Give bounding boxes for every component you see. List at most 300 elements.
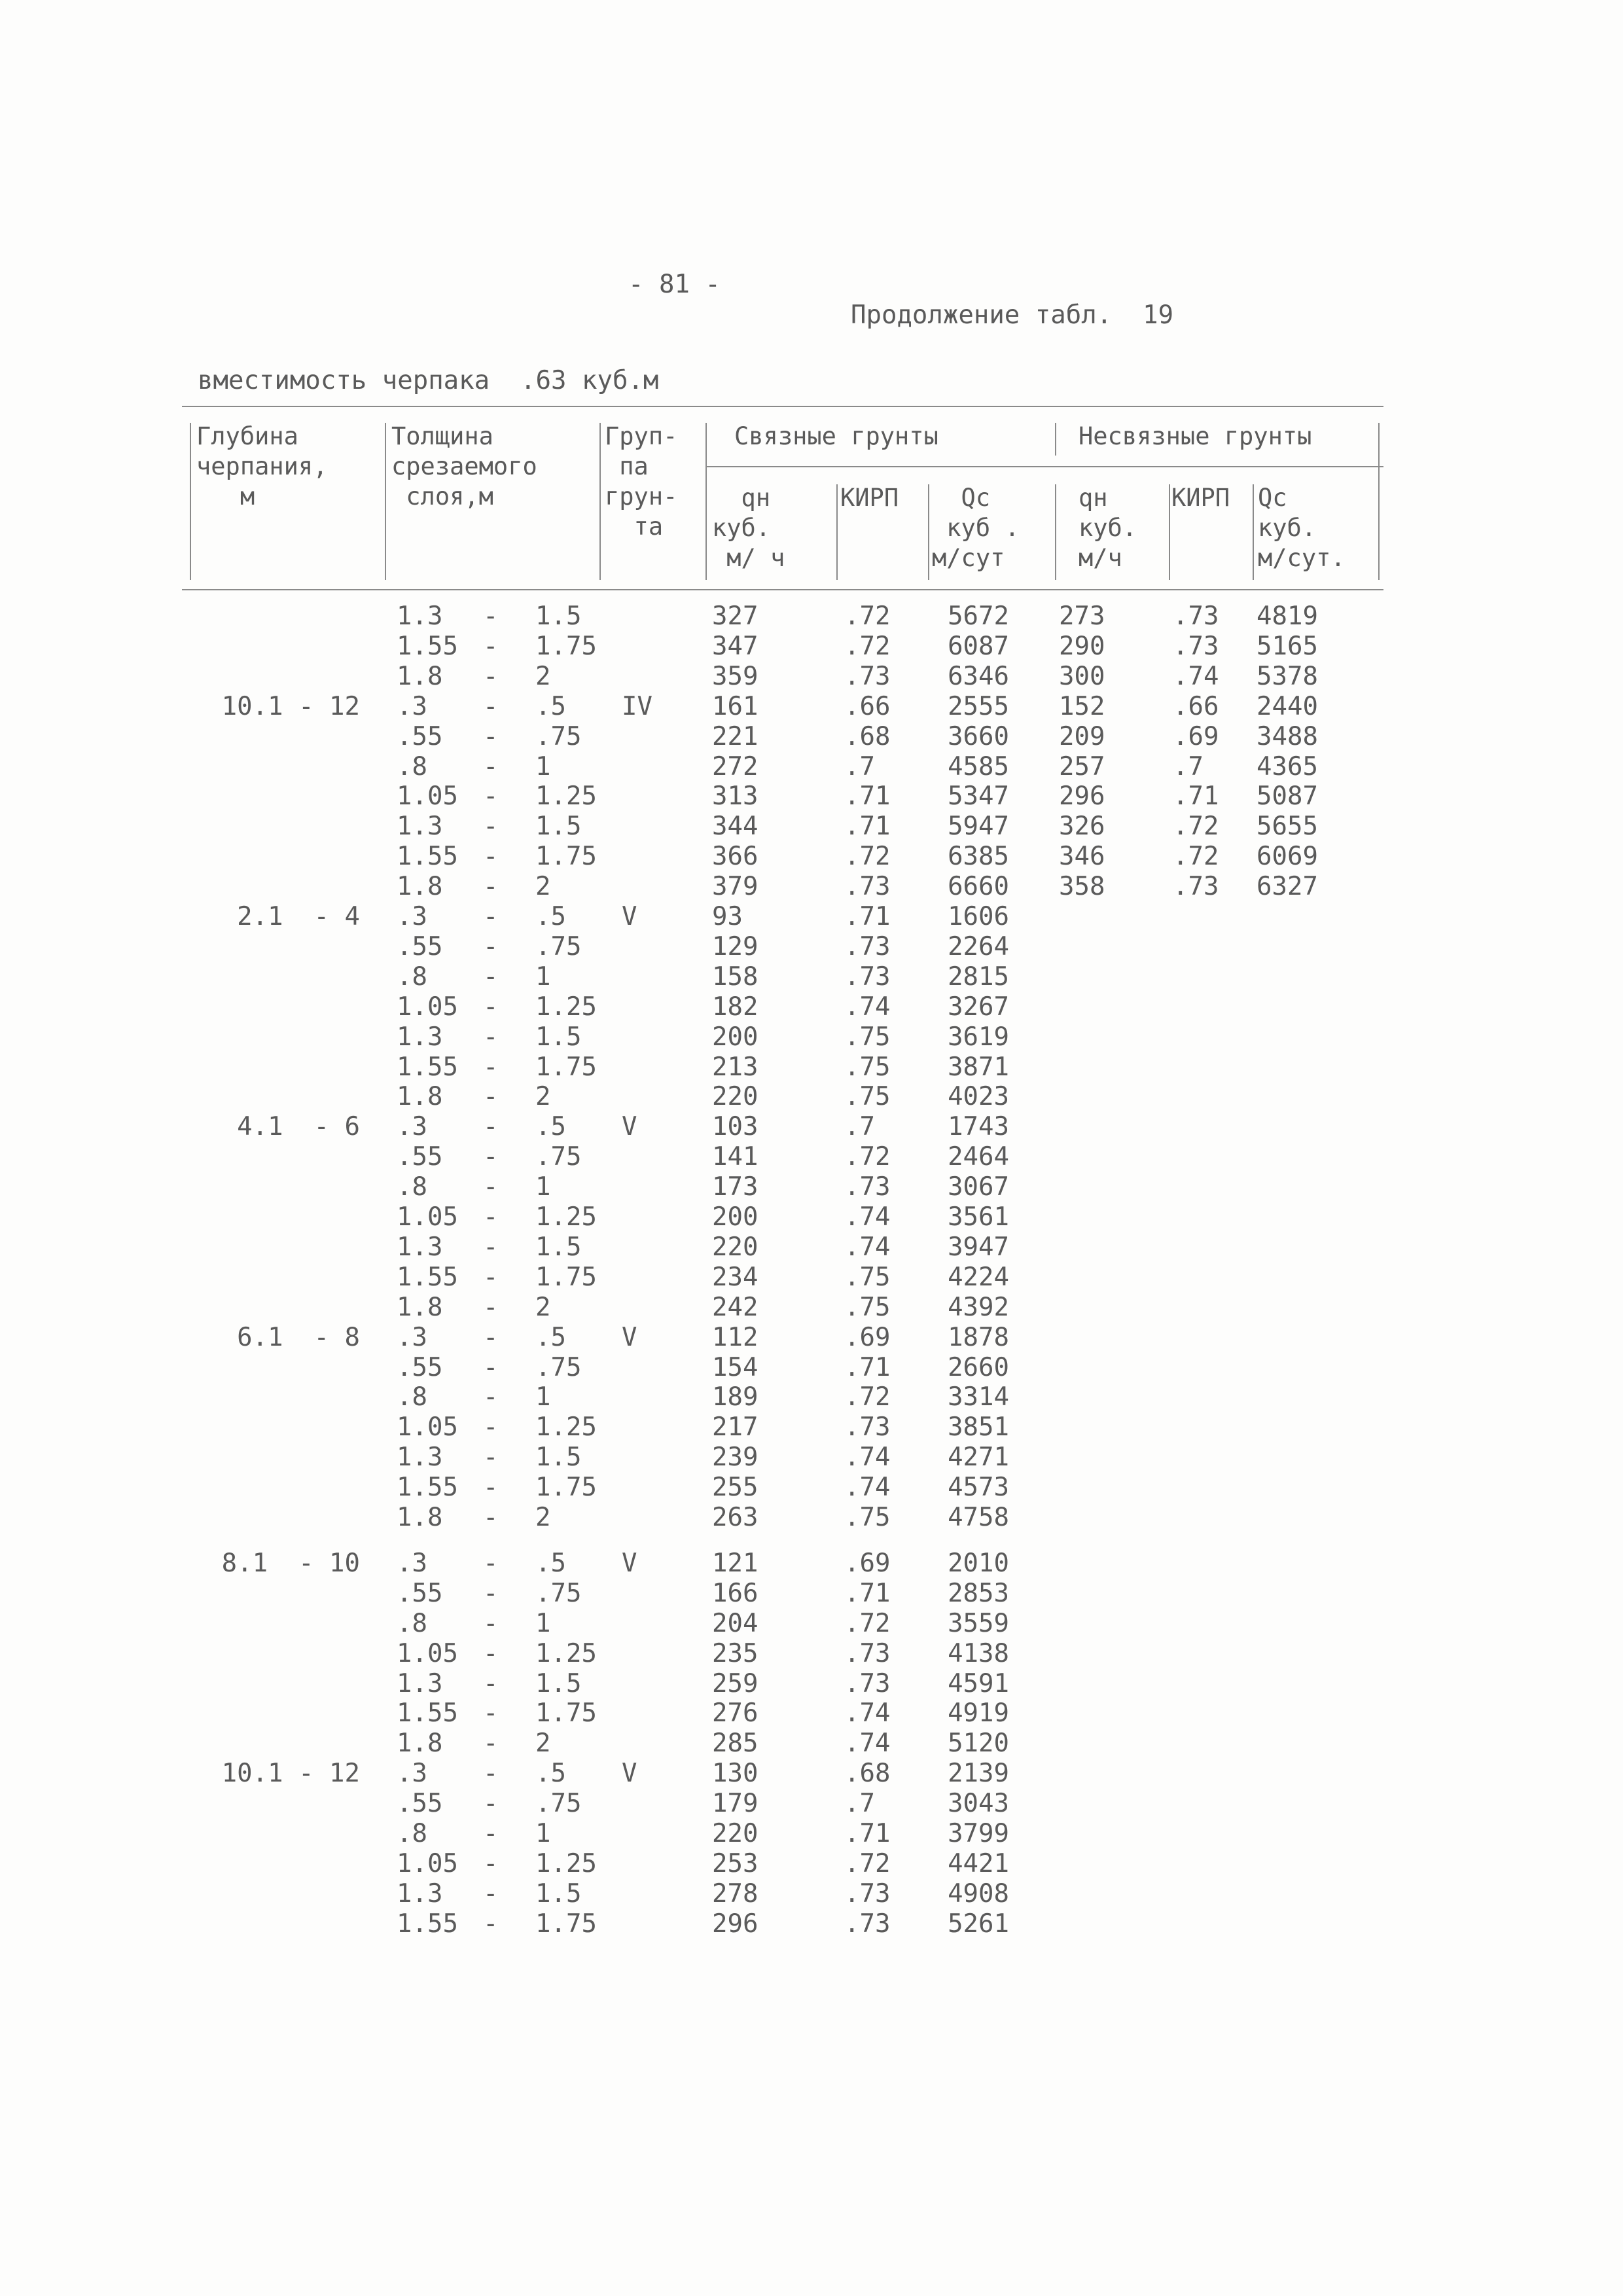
cell-range-dash: -: [483, 1608, 499, 1638]
cell-qn: 200: [712, 1202, 758, 1232]
cell-qn: 213: [712, 1052, 758, 1082]
cell-kirp: .75: [844, 1292, 891, 1322]
cell-qc: 4224: [948, 1262, 1009, 1292]
cell-qn: 158: [712, 961, 758, 992]
cell-kirp: .7: [844, 1789, 875, 1819]
cell-qc: 4421: [948, 1848, 1009, 1878]
cell-kirp: .71: [844, 902, 891, 931]
cell-qn-noncohesive: 326: [1059, 812, 1105, 842]
cell-qn: 220: [712, 1232, 758, 1262]
cell-qc-noncohesive: 4819: [1257, 601, 1318, 631]
cell-qn-noncohesive: 152: [1059, 691, 1105, 721]
cell-kirp: .72: [844, 1848, 891, 1878]
cell-thickness-to: 1.5: [535, 1022, 582, 1052]
cell-qn: 112: [712, 1322, 758, 1352]
cell-kirp: .71: [844, 1578, 891, 1608]
cell-qn: 130: [712, 1759, 758, 1789]
cell-thickness-from: 1.05: [397, 1412, 458, 1443]
cell-kirp-noncohesive: .73: [1173, 601, 1219, 631]
cell-kirp: .72: [844, 601, 891, 631]
cell-qn-noncohesive: 346: [1059, 842, 1105, 872]
cell-thickness-from: .55: [397, 721, 443, 751]
cell-qc: 2264: [948, 931, 1009, 961]
cell-range-dash: -: [483, 1382, 499, 1412]
cell-qn: 220: [712, 1819, 758, 1848]
col-divider: [1378, 423, 1380, 580]
cell-range-dash: -: [483, 1578, 499, 1608]
header-qc-noncohesive: Qс куб. м/сут.: [1258, 484, 1346, 572]
cell-thickness-from: .8: [397, 751, 427, 781]
cell-qn: 93: [712, 902, 743, 931]
header-kirp: КИРП: [840, 484, 899, 512]
cell-thickness-to: .75: [535, 1352, 582, 1382]
cell-range-dash: -: [483, 1082, 499, 1112]
cell-kirp-noncohesive: .71: [1173, 781, 1219, 812]
cell-kirp: .73: [844, 1878, 891, 1909]
cell-kirp: .68: [844, 1759, 891, 1789]
cell-kirp: .74: [844, 1473, 891, 1503]
cell-qc: 5261: [948, 1909, 1009, 1939]
table-continuation: Продолжение табл. 19: [851, 300, 1174, 330]
cell-range-dash: -: [483, 751, 499, 781]
cell-kirp: .73: [844, 931, 891, 961]
cell-thickness-from: 1.8: [397, 1082, 443, 1112]
cell-thickness-to: 2: [535, 872, 551, 902]
cell-qc: 3799: [948, 1819, 1009, 1848]
cell-thickness-from: .55: [397, 931, 443, 961]
cell-thickness-to: 1: [535, 751, 551, 781]
cell-range-dash: -: [483, 691, 499, 721]
cell-thickness-to: 2: [535, 1503, 551, 1532]
cell-qc: 3947: [948, 1232, 1009, 1262]
cell-kirp: .75: [844, 1262, 891, 1292]
cell-thickness-to: 1.25: [535, 1638, 597, 1668]
cell-qn: 366: [712, 842, 758, 872]
cell-kirp: .69: [844, 1548, 891, 1578]
cell-thickness-from: 1.8: [397, 661, 443, 691]
cell-qn: 313: [712, 781, 758, 812]
cell-thickness-to: 1.25: [535, 781, 597, 812]
cell-kirp-noncohesive: .73: [1173, 631, 1219, 661]
cell-kirp: .73: [844, 661, 891, 691]
cell-thickness-from: 1.3: [397, 812, 443, 842]
cell-qn: 121: [712, 1548, 758, 1578]
cell-qc-noncohesive: 6069: [1257, 842, 1318, 872]
cell-range-dash: -: [483, 1473, 499, 1503]
cell-range-dash: -: [483, 931, 499, 961]
cell-kirp: .75: [844, 1082, 891, 1112]
cell-qn: 200: [712, 1022, 758, 1052]
cell-qn: 359: [712, 661, 758, 691]
header-depth: Глубина черпания, м: [196, 422, 328, 511]
cell-thickness-to: .5: [535, 1548, 566, 1578]
cell-qn: 179: [712, 1789, 758, 1819]
cell-kirp: .75: [844, 1503, 891, 1532]
cell-qc-noncohesive: 3488: [1257, 721, 1318, 751]
cell-thickness-from: 1.55: [397, 1909, 458, 1939]
cell-kirp: .71: [844, 1352, 891, 1382]
cell-thickness-from: 1.05: [397, 1848, 458, 1878]
cell-qn-noncohesive: 358: [1059, 872, 1105, 902]
cell-thickness-from: 1.05: [397, 992, 458, 1022]
cell-qc: 6087: [948, 631, 1009, 661]
cell-range-dash: -: [483, 1352, 499, 1382]
cell-thickness-from: .55: [397, 1142, 443, 1172]
cell-thickness-to: 1.5: [535, 1668, 582, 1698]
cell-thickness-from: .3: [397, 1112, 427, 1142]
cell-kirp: .72: [844, 1142, 891, 1172]
cell-thickness-to: 2: [535, 1292, 551, 1322]
cell-thickness-from: .8: [397, 961, 427, 992]
cell-kirp: .68: [844, 721, 891, 751]
header-cohesive-soils: Связные грунты: [734, 422, 938, 450]
cell-thickness-to: 1.25: [535, 1202, 597, 1232]
cell-kirp: .66: [844, 691, 891, 721]
col-divider: [385, 423, 386, 580]
cell-kirp: .73: [844, 961, 891, 992]
cell-range-dash: -: [483, 872, 499, 902]
cell-depth: 10.1 - 12: [221, 691, 360, 721]
cell-thickness-to: 1.5: [535, 812, 582, 842]
cell-thickness-from: 1.55: [397, 842, 458, 872]
cell-qn: 173: [712, 1172, 758, 1202]
cell-soil-group: V: [622, 1112, 637, 1142]
cell-qn: 278: [712, 1878, 758, 1909]
cell-thickness-from: 1.3: [397, 1878, 443, 1909]
cell-range-dash: -: [483, 1202, 499, 1232]
cell-qc: 4758: [948, 1503, 1009, 1532]
cell-qc: 1743: [948, 1112, 1009, 1142]
cell-kirp: .71: [844, 1819, 891, 1848]
cell-thickness-from: 1.8: [397, 1292, 443, 1322]
cell-range-dash: -: [483, 961, 499, 992]
cell-qc: 4392: [948, 1292, 1009, 1322]
cell-soil-group: V: [622, 1759, 637, 1789]
col-divider: [190, 423, 191, 580]
cell-thickness-to: 1.75: [535, 631, 597, 661]
cell-range-dash: -: [483, 1232, 499, 1262]
cell-kirp: .71: [844, 812, 891, 842]
cell-thickness-to: .5: [535, 1322, 566, 1352]
cell-qc: 4591: [948, 1668, 1009, 1698]
cell-thickness-from: .55: [397, 1789, 443, 1819]
cell-thickness-from: 1.8: [397, 1503, 443, 1532]
cell-thickness-to: .5: [535, 1759, 566, 1789]
cell-range-dash: -: [483, 661, 499, 691]
cell-qn: 263: [712, 1503, 758, 1532]
cell-qc: 3619: [948, 1022, 1009, 1052]
cell-thickness-to: 1.5: [535, 1232, 582, 1262]
cell-qn: 379: [712, 872, 758, 902]
cell-thickness-to: .75: [535, 1578, 582, 1608]
cell-thickness-to: 1.75: [535, 1909, 597, 1939]
cell-qc: 3067: [948, 1172, 1009, 1202]
cell-thickness-to: .75: [535, 931, 582, 961]
cell-soil-group: V: [622, 902, 637, 931]
cell-qc: 3561: [948, 1202, 1009, 1232]
cell-depth: 6.1 - 8: [237, 1322, 360, 1352]
cell-kirp: .74: [844, 1698, 891, 1729]
cell-qc: 6660: [948, 872, 1009, 902]
cell-thickness-from: 1.05: [397, 1202, 458, 1232]
cell-qc: 1606: [948, 902, 1009, 931]
cell-qc: 4919: [948, 1698, 1009, 1729]
cell-kirp: .74: [844, 1729, 891, 1759]
cell-qn: 189: [712, 1382, 758, 1412]
cell-range-dash: -: [483, 1909, 499, 1939]
cell-thickness-from: .55: [397, 1352, 443, 1382]
cell-qc: 2555: [948, 691, 1009, 721]
cell-thickness-to: .75: [535, 721, 582, 751]
header-noncohesive-soils: Несвязные грунты: [1079, 422, 1312, 450]
cell-kirp: .73: [844, 1412, 891, 1443]
cell-range-dash: -: [483, 601, 499, 631]
cell-kirp: .75: [844, 1052, 891, 1082]
cell-thickness-to: .75: [535, 1142, 582, 1172]
cell-qn: 235: [712, 1638, 758, 1668]
cell-qc: 5120: [948, 1729, 1009, 1759]
cell-thickness-from: 1.55: [397, 1473, 458, 1503]
cell-kirp: .72: [844, 1608, 891, 1638]
cell-kirp-noncohesive: .66: [1173, 691, 1219, 721]
cell-thickness-to: 2: [535, 661, 551, 691]
cell-qn: 253: [712, 1848, 758, 1878]
col-divider: [928, 484, 929, 580]
cell-thickness-to: 1: [535, 1172, 551, 1202]
cell-range-dash: -: [483, 1052, 499, 1082]
cell-qn: 154: [712, 1352, 758, 1382]
cell-kirp: .72: [844, 631, 891, 661]
cell-range-dash: -: [483, 1262, 499, 1292]
cell-qn: 272: [712, 751, 758, 781]
cell-qc: 3871: [948, 1052, 1009, 1082]
cell-qc: 3851: [948, 1412, 1009, 1443]
cell-qc: 4023: [948, 1082, 1009, 1112]
header-qc: Qс куб . м/сут: [932, 484, 1020, 572]
cell-range-dash: -: [483, 902, 499, 931]
col-divider: [1253, 484, 1254, 580]
cell-qc-noncohesive: 5655: [1257, 812, 1318, 842]
cell-qc: 2010: [948, 1548, 1009, 1578]
cell-range-dash: -: [483, 1759, 499, 1789]
cell-kirp-noncohesive: .73: [1173, 872, 1219, 902]
cell-qc: 2815: [948, 961, 1009, 992]
cell-thickness-to: 1.25: [535, 992, 597, 1022]
cell-qc: 2139: [948, 1759, 1009, 1789]
cell-kirp-noncohesive: .74: [1173, 661, 1219, 691]
cell-range-dash: -: [483, 1729, 499, 1759]
cell-range-dash: -: [483, 1698, 499, 1729]
bucket-capacity: вместимость черпака .63 куб.м: [198, 366, 659, 395]
cell-qn: 259: [712, 1668, 758, 1698]
cell-range-dash: -: [483, 1142, 499, 1172]
cell-range-dash: -: [483, 1443, 499, 1473]
cell-qn: 255: [712, 1473, 758, 1503]
cell-qn: 103: [712, 1112, 758, 1142]
cell-range-dash: -: [483, 1848, 499, 1878]
cell-thickness-to: .75: [535, 1789, 582, 1819]
cell-thickness-to: 2: [535, 1082, 551, 1112]
cell-thickness-from: 1.55: [397, 631, 458, 661]
cell-qc: 3267: [948, 992, 1009, 1022]
cell-qn: 182: [712, 992, 758, 1022]
cell-qn: 285: [712, 1729, 758, 1759]
cell-qn-noncohesive: 273: [1059, 601, 1105, 631]
header-soil-group: Груп- па грун- та: [605, 422, 678, 541]
cell-kirp: .74: [844, 1443, 891, 1473]
cell-kirp: .74: [844, 1232, 891, 1262]
cell-range-dash: -: [483, 812, 499, 842]
cell-qc: 5347: [948, 781, 1009, 812]
cell-thickness-from: 1.55: [397, 1052, 458, 1082]
cell-range-dash: -: [483, 631, 499, 661]
cell-thickness-to: 1.75: [535, 1698, 597, 1729]
cell-range-dash: -: [483, 1503, 499, 1532]
cell-qn-noncohesive: 209: [1059, 721, 1105, 751]
cell-thickness-from: .8: [397, 1819, 427, 1848]
cell-thickness-to: 1.5: [535, 601, 582, 631]
cell-qn: 217: [712, 1412, 758, 1443]
cell-qc-noncohesive: 2440: [1257, 691, 1318, 721]
cell-qc: 5947: [948, 812, 1009, 842]
cell-qn: 239: [712, 1443, 758, 1473]
cell-thickness-from: 1.55: [397, 1262, 458, 1292]
col-divider: [599, 423, 601, 580]
cell-thickness-to: 1: [535, 1608, 551, 1638]
cell-thickness-to: 1.25: [535, 1412, 597, 1443]
cell-kirp: .73: [844, 1172, 891, 1202]
cell-thickness-from: .55: [397, 1578, 443, 1608]
cell-range-dash: -: [483, 1172, 499, 1202]
cell-range-dash: -: [483, 1022, 499, 1052]
cell-thickness-from: 1.05: [397, 781, 458, 812]
cell-qc: 6385: [948, 842, 1009, 872]
cell-qc: 5672: [948, 601, 1009, 631]
cell-range-dash: -: [483, 1819, 499, 1848]
cell-kirp: .7: [844, 1112, 875, 1142]
cell-range-dash: -: [483, 1668, 499, 1698]
cell-depth: 8.1 - 10: [221, 1548, 360, 1578]
cell-thickness-from: .8: [397, 1608, 427, 1638]
cell-qn-noncohesive: 300: [1059, 661, 1105, 691]
cell-qc: 4138: [948, 1638, 1009, 1668]
col-divider: [1169, 484, 1170, 580]
cell-kirp: .69: [844, 1322, 891, 1352]
cell-kirp: .73: [844, 1668, 891, 1698]
cell-qn-noncohesive: 290: [1059, 631, 1105, 661]
cell-thickness-to: 1.75: [535, 1052, 597, 1082]
cell-qc: 1878: [948, 1322, 1009, 1352]
cell-qn-noncohesive: 257: [1059, 751, 1105, 781]
cell-range-dash: -: [483, 842, 499, 872]
col-divider: [836, 484, 838, 580]
cell-qc-noncohesive: 6327: [1257, 872, 1318, 902]
cell-qn: 276: [712, 1698, 758, 1729]
cell-thickness-from: .8: [397, 1172, 427, 1202]
header-thickness: Толщина срезаемого слоя,м: [391, 422, 537, 511]
cell-thickness-to: 1.75: [535, 1473, 597, 1503]
col-divider: [1055, 423, 1056, 456]
cell-qc: 2660: [948, 1352, 1009, 1382]
cell-kirp: .72: [844, 842, 891, 872]
col-divider: [705, 423, 707, 580]
header-bottom-border: [182, 589, 1383, 590]
cell-kirp: .73: [844, 872, 891, 902]
cell-depth: 4.1 - 6: [237, 1112, 360, 1142]
cell-depth: 2.1 - 4: [237, 902, 360, 931]
cell-thickness-from: .3: [397, 902, 427, 931]
cell-kirp: .7: [844, 751, 875, 781]
cell-qc: 4271: [948, 1443, 1009, 1473]
cell-range-dash: -: [483, 992, 499, 1022]
header-qn: qн куб. м/ ч: [712, 484, 785, 572]
cell-range-dash: -: [483, 1548, 499, 1578]
cell-qc: 3660: [948, 721, 1009, 751]
cell-range-dash: -: [483, 1322, 499, 1352]
cell-kirp-noncohesive: .69: [1173, 721, 1219, 751]
cell-thickness-to: .5: [535, 902, 566, 931]
cell-thickness-from: 1.3: [397, 1232, 443, 1262]
cell-qc: 4908: [948, 1878, 1009, 1909]
cell-qn: 129: [712, 931, 758, 961]
page-number: - 81 -: [628, 270, 721, 299]
cell-range-dash: -: [483, 1878, 499, 1909]
cell-thickness-to: 1.5: [535, 1878, 582, 1909]
cell-qc-noncohesive: 5087: [1257, 781, 1318, 812]
cell-thickness-from: 1.3: [397, 601, 443, 631]
cell-qc-noncohesive: 5165: [1257, 631, 1318, 661]
cell-thickness-to: 1: [535, 1819, 551, 1848]
cell-kirp: .73: [844, 1638, 891, 1668]
cell-qc: 3314: [948, 1382, 1009, 1412]
cell-thickness-from: .8: [397, 1382, 427, 1412]
cell-thickness-to: 1: [535, 1382, 551, 1412]
cell-thickness-from: 1.8: [397, 872, 443, 902]
cell-range-dash: -: [483, 721, 499, 751]
cell-qn: 141: [712, 1142, 758, 1172]
cell-qc-noncohesive: 4365: [1257, 751, 1318, 781]
cell-range-dash: -: [483, 1789, 499, 1819]
cell-qn: 220: [712, 1082, 758, 1112]
cell-kirp: .73: [844, 1909, 891, 1939]
cell-kirp: .71: [844, 781, 891, 812]
cell-qn: 204: [712, 1608, 758, 1638]
cell-qn-noncohesive: 296: [1059, 781, 1105, 812]
cell-kirp: .72: [844, 1382, 891, 1412]
cell-range-dash: -: [483, 781, 499, 812]
cell-qn: 327: [712, 601, 758, 631]
header-kirp-noncohesive: КИРП: [1171, 484, 1230, 512]
cell-qc: 4585: [948, 751, 1009, 781]
cell-kirp: .75: [844, 1022, 891, 1052]
cell-kirp-noncohesive: .72: [1173, 842, 1219, 872]
cell-thickness-to: 1.5: [535, 1443, 582, 1473]
cell-qc-noncohesive: 5378: [1257, 661, 1318, 691]
cell-kirp: .74: [844, 1202, 891, 1232]
cell-thickness-to: 1.75: [535, 1262, 597, 1292]
cell-qn: 296: [712, 1909, 758, 1939]
cell-thickness-to: 2: [535, 1729, 551, 1759]
cell-thickness-from: 1.05: [397, 1638, 458, 1668]
cell-qc: 2464: [948, 1142, 1009, 1172]
cell-thickness-from: 1.3: [397, 1022, 443, 1052]
table-top-border: [182, 406, 1383, 407]
cell-thickness-from: .3: [397, 1322, 427, 1352]
cell-kirp-noncohesive: .7: [1173, 751, 1204, 781]
cell-qn: 166: [712, 1578, 758, 1608]
cell-range-dash: -: [483, 1412, 499, 1443]
cell-qc: 2853: [948, 1578, 1009, 1608]
